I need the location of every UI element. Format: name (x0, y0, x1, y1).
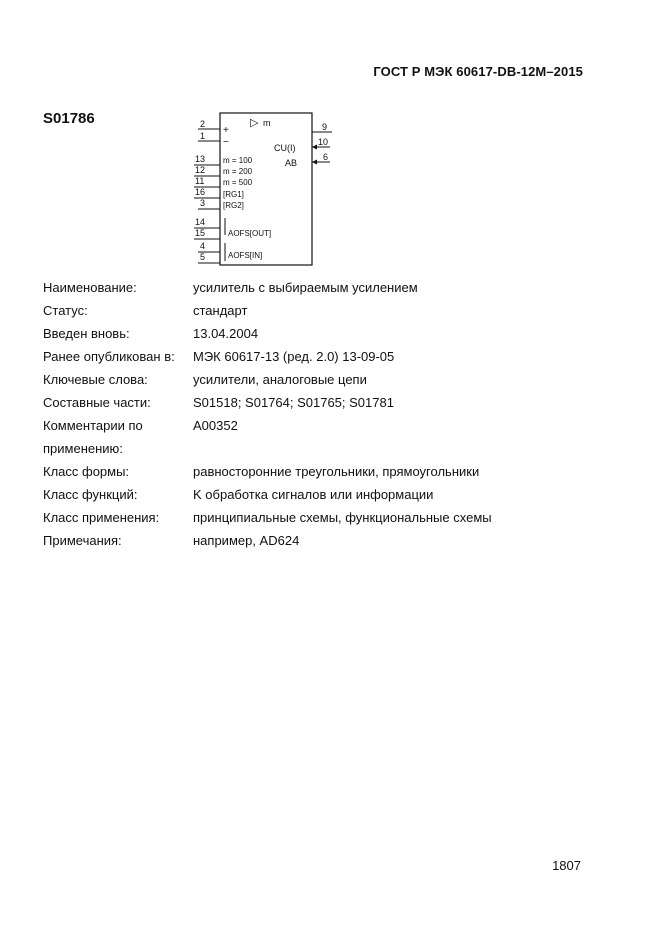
property-key: Ранее опубликован в: (43, 349, 175, 364)
symbol-body (220, 113, 312, 265)
property-row (43, 345, 603, 368)
amplifier-triangle-icon: ▷ (250, 117, 259, 129)
pin-number: 11 (195, 176, 205, 186)
property-row (43, 414, 603, 437)
property-key: Класс применения: (43, 510, 160, 525)
property-row (43, 368, 603, 391)
property-key: Класс функций: (43, 487, 138, 502)
aofs-in-label: AOFS[IN] (228, 251, 263, 260)
pin-number: 2 (200, 119, 206, 129)
pin-number: 4 (200, 241, 206, 251)
property-row (43, 299, 603, 322)
ab-label: AB (285, 158, 298, 168)
property-key: применению: (43, 441, 123, 456)
property-key: Класс формы: (43, 464, 130, 479)
aofs-out-label: AOFS[OUT] (228, 229, 272, 238)
pin-number: 13 (195, 154, 206, 164)
pin-number: 12 (195, 165, 206, 175)
property-value: A00352 (193, 418, 238, 433)
property-key: Составные части: (43, 395, 151, 410)
property-value: МЭК 60617-13 (ред. 2.0) 13-09-05 (193, 349, 395, 364)
pin-number: 14 (195, 217, 206, 227)
property-key: Наименование: (43, 280, 137, 295)
rg1-label: [RG1] (223, 190, 244, 199)
symbol-code: S01786 (43, 110, 95, 127)
pin-number: 3 (200, 198, 206, 208)
property-key: Примечания: (43, 533, 122, 548)
property-row (43, 529, 603, 552)
qualifier-m: m (263, 118, 271, 128)
property-key: Комментарии по (43, 418, 143, 433)
property-value: например, AD624 (193, 533, 300, 548)
gain-label: m = 500 (223, 178, 253, 187)
pin-number: 5 (200, 252, 206, 262)
gain-label: m = 100 (223, 156, 253, 165)
gain-label: m = 200 (223, 167, 253, 176)
property-row (43, 483, 603, 506)
minus-label: − (223, 137, 229, 148)
property-value: K обработка сигналов или информации (193, 487, 434, 502)
property-value: принципиальные схемы, функциональные схемы (193, 510, 492, 525)
plus-label: + (223, 125, 229, 136)
property-value (193, 437, 603, 460)
property-value: усилители, аналоговые цепи (193, 372, 367, 387)
cu-label: CU(I) (274, 143, 296, 153)
pin-number: 9 (322, 122, 328, 132)
property-value: усилитель с выбираемым усилением (193, 280, 418, 295)
property-row (43, 506, 603, 529)
property-key: Статус: (43, 303, 88, 318)
arrow-icon (312, 145, 317, 150)
pin-number: 15 (195, 228, 206, 238)
property-key: Ключевые слова: (43, 372, 148, 387)
property-value: 13.04.2004 (193, 326, 259, 341)
property-row (43, 391, 603, 414)
pin-number: 6 (323, 152, 329, 162)
property-key: Введен вновь: (43, 326, 130, 341)
property-value: равносторонние треугольники, прямоугольники (193, 464, 480, 479)
document-header: ГОСТ Р МЭК 60617-DB-12M–2015 (373, 64, 583, 79)
amplifier-symbol (194, 110, 344, 270)
pin-number: 16 (195, 187, 206, 197)
property-value: S01518; S01764; S01765; S01781 (193, 395, 394, 410)
property-row (43, 322, 603, 345)
pin-number: 1 (200, 131, 206, 141)
property-row (43, 276, 603, 299)
rg2-label: [RG2] (223, 201, 244, 210)
properties-table (43, 276, 603, 552)
property-row (43, 460, 603, 483)
page-number: 1807 (552, 858, 581, 873)
arrow-icon (312, 160, 317, 165)
property-value: стандарт (193, 303, 248, 318)
pin-number: 10 (318, 137, 329, 147)
property-row (43, 437, 603, 460)
